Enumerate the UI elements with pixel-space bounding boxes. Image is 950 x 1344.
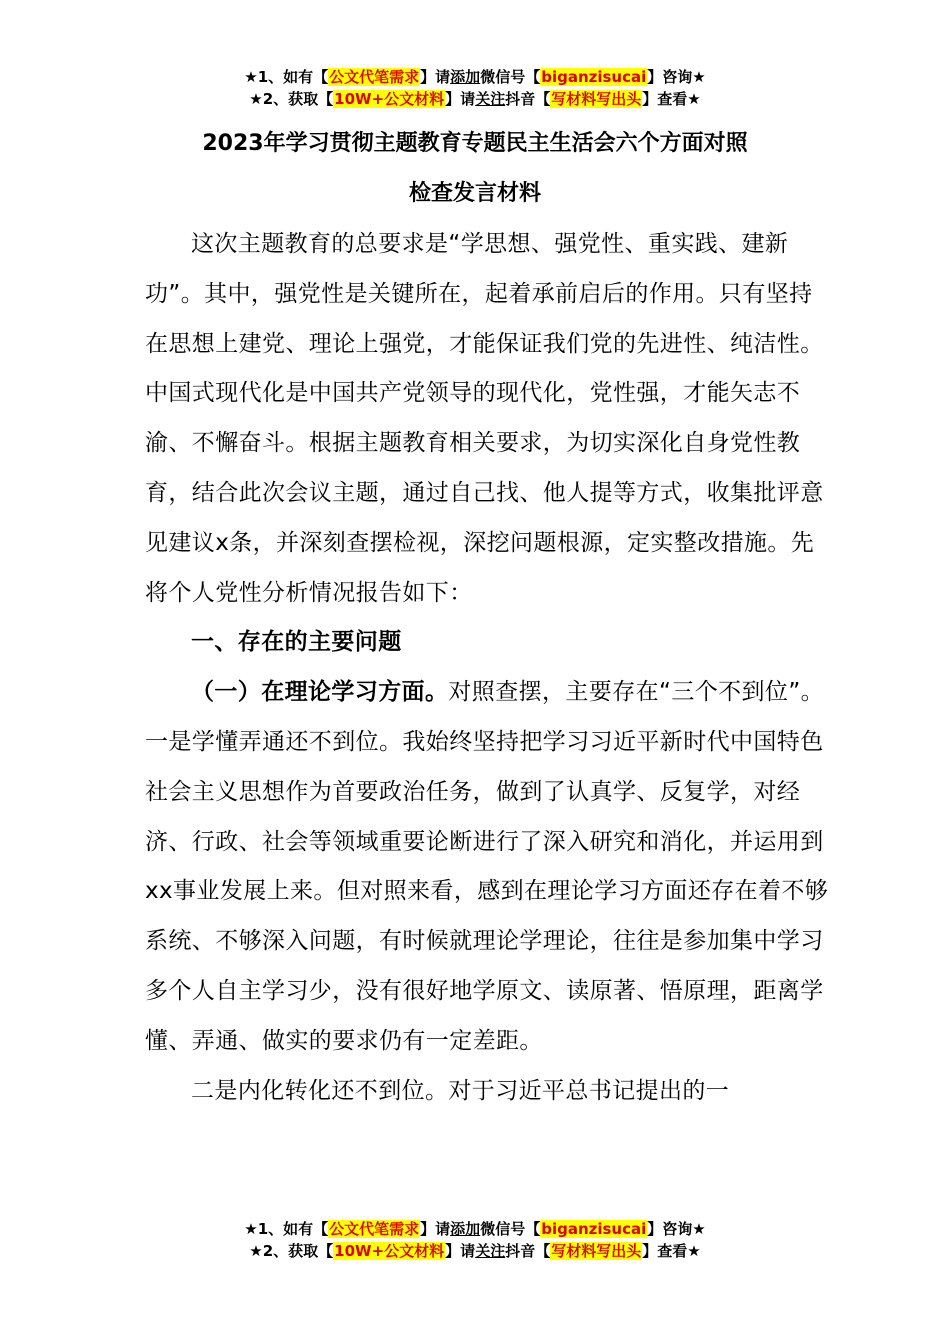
banner-text: 1、如有【 — [257, 68, 329, 86]
header-banner — [0, 66, 950, 110]
banner-text: 】查看 — [642, 90, 688, 108]
document-title — [0, 119, 950, 219]
banner-line-2 — [0, 1240, 950, 1262]
highlight-wechat-id: biganzisucai — [541, 1220, 647, 1238]
subsection-heading: （一）在理论学习方面。 — [191, 679, 449, 706]
banner-text: 2、获取【 — [262, 90, 334, 108]
highlight-douyin: 写材料写出头 — [551, 1242, 642, 1260]
highlight-materials: 10W+公文材料 — [334, 90, 445, 108]
banner-text: 微信号【 — [480, 68, 541, 86]
section-heading: 一、存在的主要问题 — [191, 629, 402, 656]
banner-text: 】查看 — [642, 1242, 688, 1260]
underlined-word: 添加 — [450, 1220, 481, 1238]
banner-line-1 — [0, 1218, 950, 1240]
document-body — [145, 220, 835, 1116]
star-icon: ★ — [692, 68, 706, 86]
banner-text: 抖音【 — [505, 1242, 551, 1260]
star-icon: ★ — [687, 90, 701, 108]
highlight-materials: 10W+公文材料 — [334, 1242, 445, 1260]
footer-banner — [0, 1218, 950, 1262]
internalization-paragraph: 二是内化转化还不到位。对于习近平总书记提出的一 — [191, 1077, 730, 1104]
banner-text: 微信号【 — [480, 1220, 541, 1238]
underlined-word: 关注 — [475, 90, 506, 108]
banner-text: 抖音【 — [505, 90, 551, 108]
intro-paragraph: 这次主题教育的总要求是“学思想、强党性、重实践、建新功”。其中，强党性是关键所在，起着承前启后的作用。只有坚持在思想上建党、理论上强党，才能保证我们党的先进性、纯洁性。中国式现代化是中国共产党领导的现代化，党性强，才能矢志不渝、不懈奋斗。根据主题教育相关要求，为切实深化自身党性教育，结合此次会议主题，通过自己找、他人提等方式，收集批评意见建议x条，并深刻查摆检视，深挖问题根源，定实整改措施。先将个人党性分析情况报告如下： — [145, 231, 824, 606]
banner-text: 】请 — [445, 1242, 476, 1260]
star-icon: ★ — [244, 1220, 258, 1238]
banner-line-2 — [0, 88, 950, 110]
star-icon: ★ — [687, 1242, 701, 1260]
title-line-2: 检查发言材料 — [408, 181, 541, 206]
banner-text: 】请 — [445, 90, 476, 108]
underlined-word: 添加 — [450, 68, 481, 86]
banner-text: 】咨询 — [647, 68, 693, 86]
star-icon: ★ — [249, 1242, 263, 1260]
theory-study-paragraph — [145, 668, 835, 1066]
highlight-service: 公文代笔需求 — [329, 1220, 420, 1238]
highlight-wechat-id: biganzisucai — [541, 68, 647, 86]
underlined-word: 关注 — [475, 1242, 506, 1260]
banner-line-1 — [0, 66, 950, 88]
highlight-douyin: 写材料写出头 — [551, 90, 642, 108]
star-icon: ★ — [244, 68, 258, 86]
highlight-service: 公文代笔需求 — [329, 68, 420, 86]
banner-text: 】请 — [420, 1220, 451, 1238]
title-line-1: 2023年学习贯彻主题教育专题民主生活会六个方面对照 — [202, 131, 748, 156]
subsection-text: 对照查摆，主要存在“三个不到位”。一是学懂弄通还不到位。我始终坚持把学习习近平新时代中国特色社会主义思想作为首要政治任务，做到了认真学、反复学，对经济、行政、社会等领域重要论断进行了深入研究和消化，并运用到xx事业发展上来。但对照来看，感到在理论学习方面还存在着不够系统、不够深入问题，有时候就理论学理论，往往是参加集中学习多个人自主学习少，没有很好地学原文、读原著、悟原理，距离学懂、弄通、做实的要求仍有一定差距。 — [145, 679, 829, 1054]
banner-text: 】请 — [420, 68, 451, 86]
star-icon: ★ — [692, 1220, 706, 1238]
banner-text: 】咨询 — [647, 1220, 693, 1238]
banner-text: 1、如有【 — [257, 1220, 329, 1238]
banner-text: 2、获取【 — [262, 1242, 334, 1260]
star-icon: ★ — [249, 90, 263, 108]
